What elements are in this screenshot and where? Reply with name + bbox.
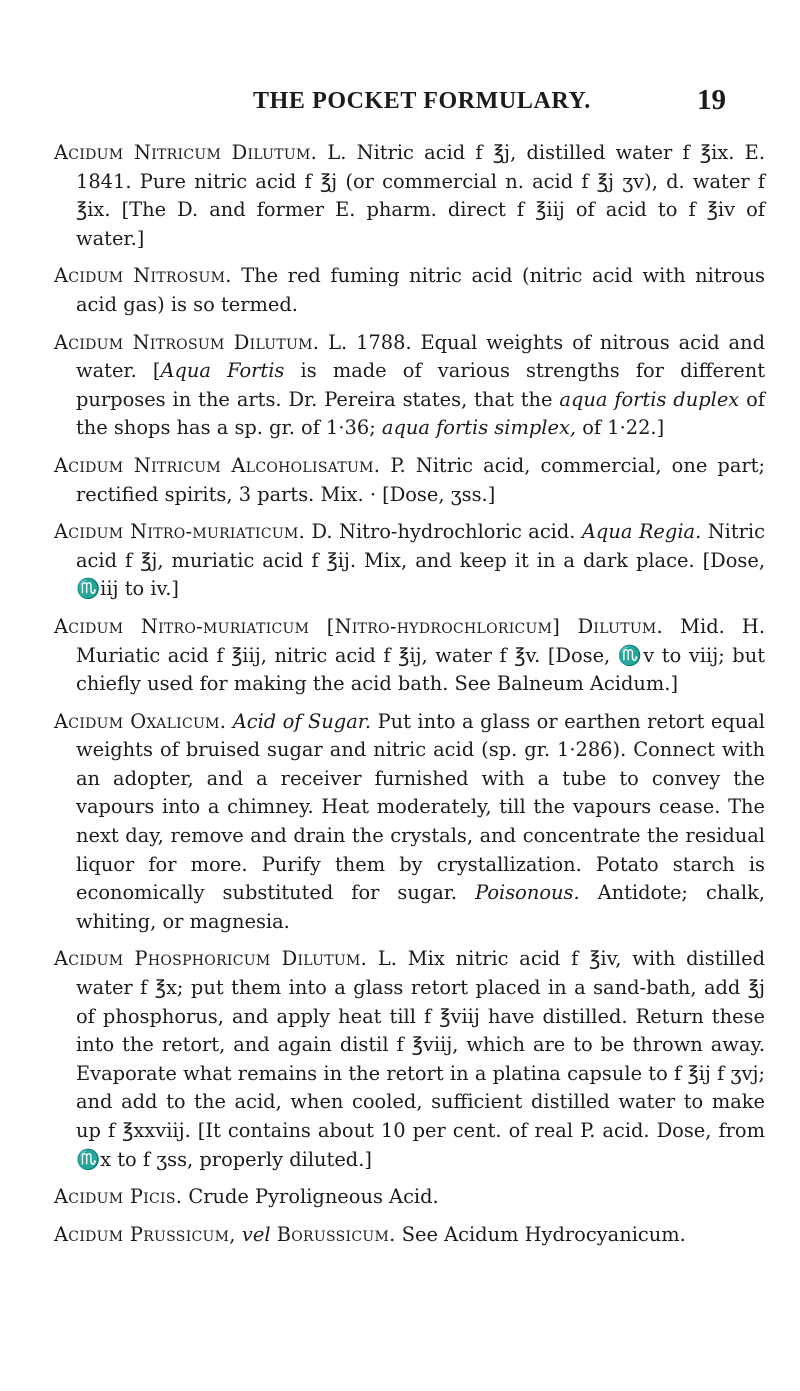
entry-text: L. Nitric acid f ℥j, distilled water f ℥ix. E. 1841. Pure nitric acid f ℥j (or commercial n. acid f ℥j ʒv), d. water f ℥ix. [The D. and former E. pharm. direct f ℥iij of acid to f ℥iv of water.] <box>76 141 765 250</box>
entry-headword: Acidum Nitricum Alcoholisatum. <box>54 453 381 477</box>
entry-text: Put into a glass or earthen retort equal weights of bruised sugar and nitric acid (sp. gr. 1·286). Connect with an adopter, and a receiver furnished with a tube to convey the vapours into a chimney. Heat moderately, till the vapours cease. The next day, remove and drain the crystals, and concentrate the residual liquor for more. Purify them by crystallization. Potato starch is economically substituted for sugar. <box>76 709 766 905</box>
entry-acidum-prussicum <box>54 1221 765 1250</box>
page-number: 19 <box>697 84 726 116</box>
entry-headword: Acidum Phosphoricum Dilutum. <box>54 947 368 971</box>
entry-headword: Acidum Nitrosum. <box>54 264 232 288</box>
entry-acidum-nitro-muriaticum-dilutum <box>54 613 765 699</box>
entry-text: See Acidum Hydrocyanicum. <box>395 1222 686 1246</box>
entry-text: is made of various strengths for different purposes in the arts. Dr. Pereira states, that the <box>76 359 765 411</box>
entry-text: P. Nitric acid, commercial, one part; rectified spirits, 3 parts. Mix. · [Dose, ʒss.] <box>76 453 766 506</box>
entry-acidum-nitrosum-dilutum <box>54 329 765 443</box>
entry-headword: Acidum Prussicum, <box>54 1222 236 1246</box>
entry-text: Antidote; chalk, whiting, or magnesia. <box>76 881 765 933</box>
page-header <box>0 84 800 124</box>
entry-text: L. 1788. Equal weights of nitrous acid and water. [ <box>76 330 765 383</box>
entry-italic-text: Aqua Fortis <box>160 359 285 383</box>
entry-headword: Acidum Nitro-muriaticum [Nitro-hydrochloricum] Dilutum. <box>54 614 664 638</box>
page-body <box>54 139 765 1258</box>
entry-text: Crude Pyroligneous Acid. <box>182 1185 439 1209</box>
entry-text: Mid. H. Muriatic acid f ℥iij, nitric acid f ℥ij, water f ℥v. [Dose, ♏v to viij; but chiefly used for making the acid bath. See Balneum Acidum.] <box>76 614 765 696</box>
entry-italic-text: Acid of Sugar. <box>232 709 372 733</box>
entry-headword: Acidum Picis. <box>54 1185 183 1209</box>
running-head: THE POCKET FORMULARY. <box>253 88 591 114</box>
entry-headword: Acidum Nitro-muriaticum. <box>54 520 306 544</box>
entry-acidum-nitrosum <box>54 262 765 319</box>
entry-text: The red fuming nitric acid (nitric acid with nitrous acid gas) is so termed. <box>76 264 766 316</box>
entry-acidum-nitricum-dilutum <box>54 139 765 253</box>
entry-italic-text: aqua fortis simplex, <box>381 416 577 440</box>
entry-headword: Acidum Nitrosum Dilutum. <box>54 330 320 354</box>
entry-headword: Acidum Nitricum Dilutum. <box>54 141 318 164</box>
entry-text: D. Nitro-hydrochloric acid. <box>305 520 582 544</box>
entry-italic-text: Aqua Regia. <box>581 520 702 544</box>
entry-text: Nitric acid f ℥j, muriatic acid f ℥ij. Mix, and keep it in a dark place. [Dose, ♏iij to iv.] <box>76 520 765 601</box>
entry-italic-text: Poisonous. <box>475 881 580 905</box>
entry-italic-text: aqua fortis duplex <box>559 387 740 411</box>
entry-acidum-picis <box>54 1183 765 1212</box>
entry-acidum-oxalicum <box>54 708 765 937</box>
entry-text: of 1·22.] <box>576 416 665 440</box>
entry-headword: Borussicum. <box>276 1222 396 1246</box>
entry-text: L. Mix nitric acid f ℥iv, with distilled water f ℥x; put them into a glass retort placed in a sand-bath, add ℥j of phosphorus, and apply heat till f ℥viij have distilled. Return these into the retort, and again distil f ℥viij, which are to be thrown away. Evaporate what remains in the retort in a platina capsule to f ℥ij f ʒvj; and add to the acid, when cooled, sufficient distilled water to make up f ℥xxviij. [It contains about 10 per cent. of real P. acid. Dose, from ♏x to f ʒss, properly diluted.] <box>76 947 765 1171</box>
entry-acidum-phosphoricum-dilutum <box>54 945 765 1174</box>
entry-italic-text: vel <box>235 1222 277 1246</box>
entry-text: of the shops has a sp. gr. of 1·36; <box>76 387 765 440</box>
entry-acidum-nitricum-alcoholisatum <box>54 452 765 509</box>
entry-acidum-nitro-muriaticum <box>54 518 765 604</box>
entry-headword: Acidum Oxalicum. <box>54 709 227 733</box>
